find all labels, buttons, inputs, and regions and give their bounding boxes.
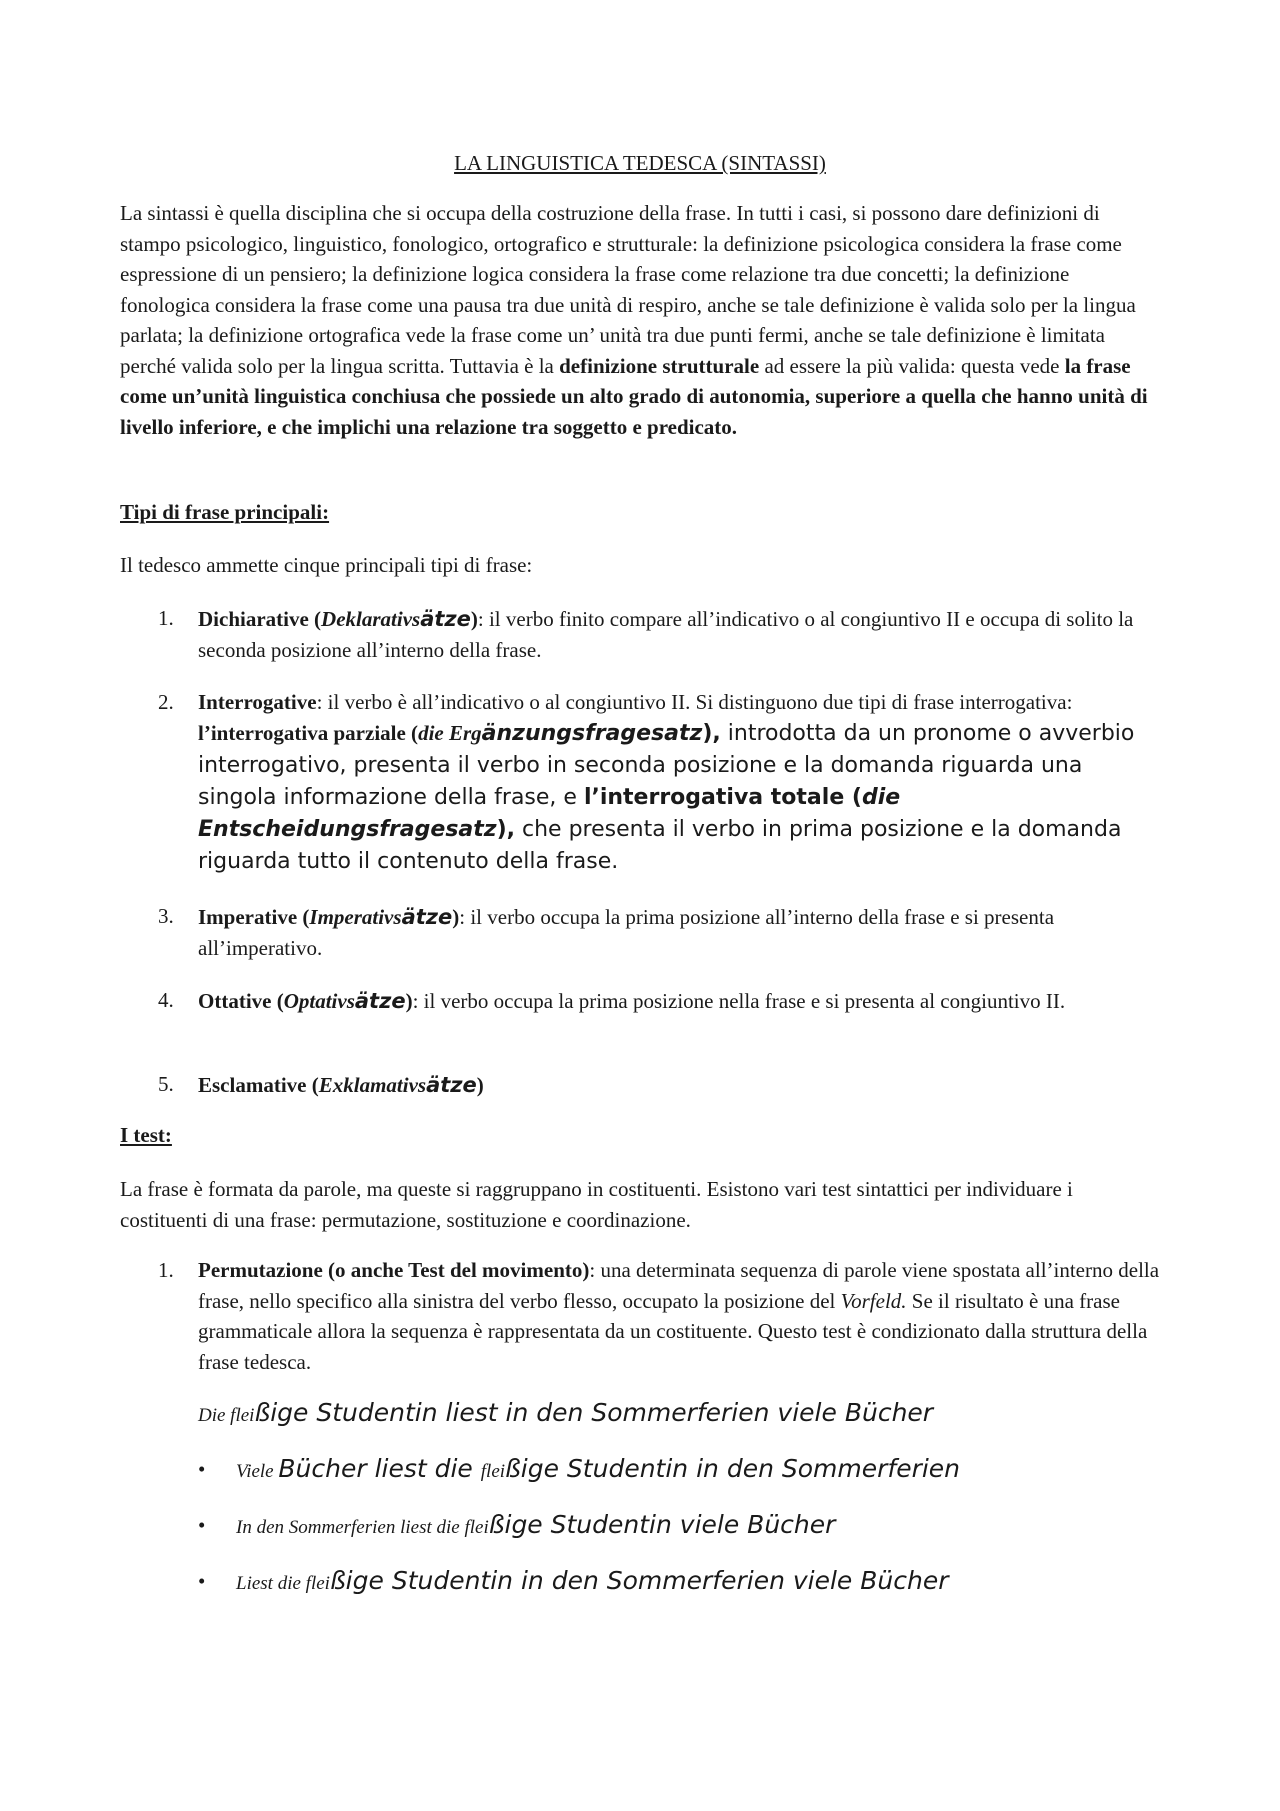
intro-paragraph: La sintassi è quella disciplina che si occupa della costruzione della frase. In tutti i casi, si possono dare definizioni di stampo psicologico, linguistico, fonologico, ortografico e strutturale: la definizione psicologica considera la frase come espressione di un pensiero; la definizione logica considera la frase come relazione tra due concetti; la definizione fonologica considera la frase come una pausa tra due unità di respiro, anche se tale definizione è valida solo per la lingua parlata; la definizione ortografica vede la frase come un’ unità tra due punti fermi, anche se tale definizione è limitata perché valida solo per la lingua scritta. Tuttavia è la definizione strutturale ad essere la più valida: questa vede la frase come un’unità linguistica conchiusa che possiede un alto grado di autonomia, superiore a quella che hanno unità di livello inferiore, e che implichi una relazione tra soggetto e predicato.: [120, 201, 1148, 439]
section-lead-tipi: Il tedesco ammette cinque principali tipi di frase:: [120, 553, 533, 577]
intro-bold-definition: la frase come un’unità linguistica conchiusa che possiede un alto grado di autonomia, superiore a quella che hanno unità di livello inferiore, e che implichi una relazione tra soggetto e predicato.: [120, 353, 1148, 439]
list-item: 2. Interrogative: il verbo è all’indicativo o al congiuntivo II. Si distinguono due tipi di frase interrogativa: l’interrogativa parziale (die Ergänzungsfragesatz), introdotta da un pronome o avverbio interrogativo, presenta il verbo in seconda posizione e la domanda riguarda una singola informazione della frase, e l’interrogativa totale (die Entscheidungsfragesatz), che presenta il verbo in prima posizione e la domanda riguarda tutto il contenuto della frase.: [158, 690, 1135, 874]
section-heading-test: I test:: [120, 1123, 172, 1147]
list-item: 4. Ottative (Optativsätze): il verbo occupa la prima posizione nella frase e si presenta al congiuntivo II.: [158, 988, 1066, 1013]
bullet-icon: •: [198, 1457, 206, 1481]
list-item: 1. Dichiarative (Deklarativsätze): il verbo finito compare all’indicativo o al congiuntivo II e occupa di solito la seconda posizione all’interno della frase.: [158, 606, 1134, 662]
section-lead-test: La frase è formata da parole, ma queste si raggruppano in costituenti. Esistono vari test sintattici per individuare i costituenti di una frase: permutazione, sostituzione e coordinazione.: [120, 1177, 1073, 1232]
example-sentence: Die fleißige Studentin liest in den Sommerferien viele Bücher: [198, 1398, 934, 1427]
bullet-icon: •: [198, 1513, 206, 1537]
intro-bold-term: definizione strutturale: [559, 353, 760, 378]
section-heading-tipi: Tipi di frase principali:: [120, 500, 330, 524]
list-item: 3. Imperative (Imperativsätze): il verbo occupa la prima posizione all’interno della frase e si presenta all’imperativo.: [158, 904, 1055, 960]
sentence-types-list: [120, 603, 1160, 1109]
tests-list: [120, 1255, 1160, 1377]
list-item: 5. Esclamative (Exklamativsätze): [158, 1072, 484, 1097]
page-title: LA LINGUISTICA TEDESCA (SINTASSI): [454, 151, 826, 175]
list-item: 1. Permutazione (o anche Test del movimento): una determinata sequenza di parole viene spostata all’interno della frase, nello specifico alla sinistra del verbo flesso, occupato la posizione del Vorfeld. Se il risultato è una frase grammaticale allora la sequenza è rappresentata da un costituente. Questo test è condizionato dalla struttura della frase tedesca.: [158, 1258, 1160, 1374]
bullet-icon: •: [198, 1569, 206, 1593]
